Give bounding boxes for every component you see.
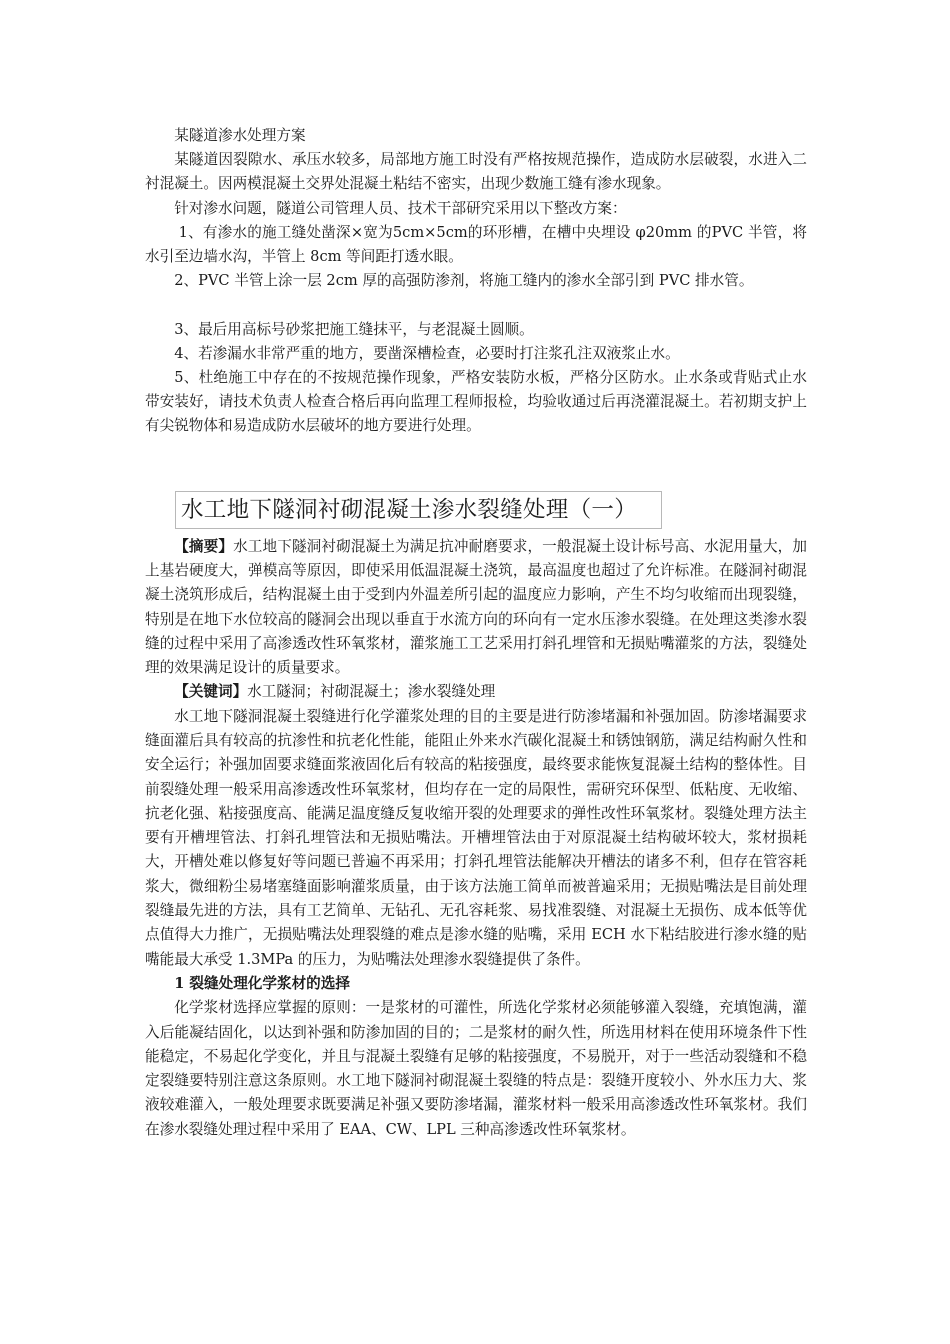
abstract-label: 【摘要】 xyxy=(174,537,234,555)
list-item-3: 3、最后用高标号砂浆把施工缝抹平，与老混凝土圆顺。 xyxy=(174,320,534,338)
doc-title: 某隧道渗水处理方案 xyxy=(174,127,306,144)
list-item-5: 5、杜绝施工中存在的不按规范操作现象，严格安装防水板，严格分区防水。止水条或背贴式止水带安装好，请技术负责人检查合格后再向监理工程师报检，均验收通过后再浇灌混凝土。若初期支护上有尖锐物体和易造成防水层破坏的地方要进行处理。 xyxy=(145,369,807,435)
list-item-1: 1、有渗水的施工缝处凿深×宽为5cm×5cm的环形槽，在槽中央埋设 φ20mm 的PVC 半管，将水引至边墙水沟，半管上 8cm 等间距打透水眼。 xyxy=(145,223,807,266)
abstract-text: 水工地下隧洞衬砌混凝土为满足抗冲耐磨要求，一般混凝土设计标号高、水泥用量大，加上基岩硬度大，弹模高等原因，即使采用低温混凝土浇筑，最高温度也超过了允许标准。在隧洞衬砌混凝土浇筑形成后，结构混凝土由于受到内外温差所引起的温度应力影响，产生不均匀收缩而出现裂缝，特别是在地下水位较高的隧洞会出现以垂直于水流方向的环向有一定水压渗水裂缝。在处理这类渗水裂缝的过程中采用了高渗透改性环氧浆材，灌浆施工工艺采用打斜孔埋管和无损贴嘴灌浆的方法，裂缝处理的效果满足设计的质量要求。 xyxy=(145,537,807,677)
paragraph-cause: 某隧道因裂隙水、承压水较多，局部地方施工时没有严格按规范操作，造成防水层破裂，水进入二衬混凝土。因两模混凝土交界处混凝土粘结不密实，出现少数施工缝有渗水现象。 xyxy=(145,151,807,193)
paragraph-intro: 针对渗水问题，隧道公司管理人员、技术干部研究采用以下整改方案： xyxy=(174,199,627,217)
list-item-2: 2、PVC 半管上涂一层 2cm 厚的高强防渗剂，将施工缝内的渗水全部引到 PVC 排水管。 xyxy=(174,272,754,290)
intro-paragraph: 水工地下隧洞混凝土裂缝进行化学灌浆处理的目的主要是进行防渗堵漏和补强加固。防渗堵漏要求缝面灌后具有较高的抗渗性和抗老化性能，能阻止外来水汽碳化混凝土和锈蚀钢筋，满足结构耐久性和安全运行；补强加固要求缝面浆液固化后有较高的粘接强度，最终要求能恢复混凝土结构的整体性。目前裂缝处理一般采用高渗透改性环氧浆材，但均存在一定的局限性，需研究环保型、低粘度、无收缩、抗老化强、粘接强度高、能满足温度缝反复收缩开裂的处理要求的弹性改性环氧浆材。裂缝处理方法主要有开槽埋管法、打斜孔埋管法和无损贴嘴法。开槽埋管法由于对原混凝土结构破坏较大，浆材损耗大，开槽处难以修复好等问题已普遍不再采用；打斜孔埋管法能解决开槽法的诸多不利，但存在管容耗浆大，微细粉尘易堵塞缝面影响灌浆质量，由于该方法施工简单而被普遍采用；无损贴嘴法是目前处理裂缝最先进的方法，具有工艺简单、无钻孔、无孔容耗浆、易找准裂缝、对混凝土无损伤、成本低等优点值得大力推广，无损贴嘴法处理裂缝的难点是渗水缝的贴嘴，采用 ECH 水下粘结胶进行渗水缝的贴嘴能最大承受 1.3MPa 的压力，为贴嘴法处理渗水裂缝提供了条件。 xyxy=(145,707,807,968)
article-title: 水工地下隧洞衬砌混凝土渗水裂缝处理（一） xyxy=(175,491,662,529)
keywords-label: 【关键词】 xyxy=(174,683,248,701)
list-item-4: 4、若渗漏水非常严重的地方，要凿深槽检查，必要时打注浆孔注双液浆止水。 xyxy=(174,344,680,362)
section-heading: 1 裂缝处理化学浆材的选择 xyxy=(174,974,350,992)
section-paragraph: 化学浆材选择应掌握的原则：一是浆材的可灌性，所选化学浆材必须能够灌入裂缝，充填饱满，灌入后能凝结固化，以达到补强和防渗加固的目的；二是浆材的耐久性，所选用材料在使用环境条件下性能稳定，不易起化学变化，并且与混凝土裂缝有足够的粘接强度，不易脱开，对于一些活动裂缝和不稳定裂缝要特别注意这条原则。水工地下隧洞衬砌混凝土裂缝的特点是：裂缝开度较小、外水压力大、浆液较难灌入，一般处理要求既要满足补强又要防渗堵漏，灌浆材料一般采用高渗透改性环氧浆材。我们在渗水裂缝处理过程中采用了 EAA、CW、LPL 三种高渗透改性环氧浆材。 xyxy=(145,999,807,1138)
spacer xyxy=(145,293,807,317)
abstract xyxy=(145,535,807,681)
keywords xyxy=(145,680,807,704)
keywords-text: 水工隧洞；衬砌混凝土；渗水裂缝处理 xyxy=(247,683,496,701)
document-page xyxy=(145,124,807,1142)
spacer xyxy=(145,439,807,491)
